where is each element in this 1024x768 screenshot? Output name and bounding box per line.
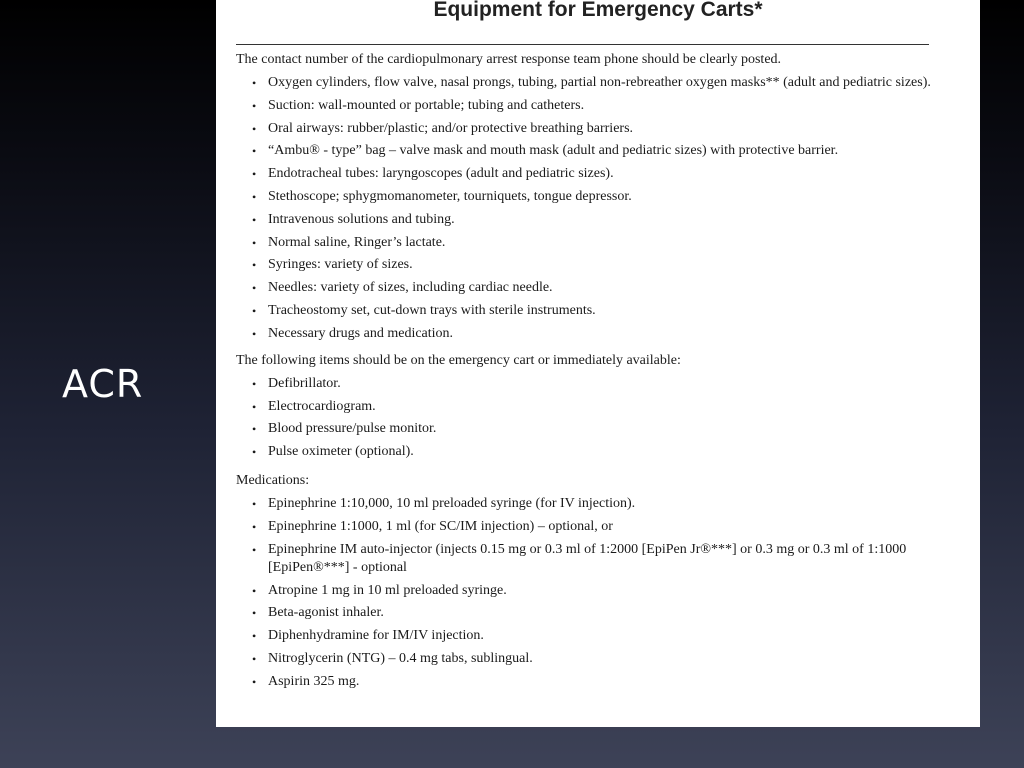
bullet-icon: • (252, 167, 257, 182)
list-item (236, 604, 936, 622)
list-item-text: Needles: variety of sizes, including cardiac needle. (268, 280, 553, 296)
bullet-icon: • (252, 422, 257, 437)
bullet-icon: • (252, 281, 257, 296)
list-item-text: Pulse oximeter (optional). (268, 444, 414, 460)
bullet-icon: • (252, 189, 257, 204)
intro-paragraph: The contact number of the cardiopulmonary arrest response team phone should be clearly posted. (236, 52, 782, 67)
bullet-icon: • (252, 629, 257, 644)
bullet-icon: • (252, 519, 257, 534)
list-item-text: Blood pressure/pulse monitor. (268, 421, 437, 437)
title-divider (236, 44, 929, 45)
bullet-icon: • (252, 121, 257, 136)
list-item (236, 165, 936, 183)
list-item (236, 398, 936, 416)
section-heading-cart-items: The following items should be on the emergency cart or immediately available: (236, 352, 681, 368)
bullet-icon: • (252, 326, 257, 341)
list-item-text: Necessary drugs and medication. (268, 325, 454, 341)
list-item (236, 518, 936, 536)
bullet-icon: • (252, 303, 257, 318)
list-item-text: Diphenhydramine for IM/IV injection. (268, 628, 484, 644)
list-item-text: Beta-agonist inhaler. (268, 605, 384, 621)
bullet-icon: • (252, 497, 257, 512)
list-item-text: Stethoscope; sphygmomanometer, tourniquets, tongue depressor. (268, 188, 632, 204)
medications-list (236, 495, 936, 691)
bullet-icon: • (252, 606, 257, 621)
list-item (236, 375, 936, 393)
bullet-icon: • (252, 542, 257, 557)
bullet-icon: • (252, 445, 257, 460)
bullet-icon: • (252, 258, 257, 273)
bullet-icon: • (252, 76, 257, 90)
bullet-icon: • (252, 583, 257, 598)
bullet-icon: • (252, 376, 257, 391)
bullet-icon: • (252, 674, 257, 689)
list-item-text: Normal saline, Ringer’s lactate. (268, 234, 446, 250)
list-item (236, 211, 936, 229)
list-item-text: “Ambu® - type” bag – valve mask and mouth mask (adult and pediatric sizes) with protective barrier. (268, 143, 839, 159)
document-title: Equipment for Emergency Carts* (433, 0, 763, 21)
list-item (236, 420, 936, 438)
list-item-text: Oral airways: rubber/plastic; and/or protective breathing barriers. (268, 120, 634, 136)
list-item (236, 188, 936, 206)
bullet-icon: • (252, 144, 257, 159)
list-item-text: Epinephrine 1:1000, 1 ml (for SC/IM injection) – optional, or (268, 518, 613, 534)
document-body (236, 51, 936, 691)
list-item-text: Endotracheal tubes: laryngoscopes (adult and pediatric sizes). (268, 166, 614, 182)
list-item-text: Suction: wall-mounted or portable; tubing and catheters. (268, 97, 585, 113)
list-item (236, 142, 936, 160)
list-item-text: Intravenous solutions and tubing. (268, 211, 455, 227)
list-item-text: Tracheostomy set, cut-down trays with sterile instruments. (268, 302, 596, 318)
list-item-text: Syringes: variety of sizes. (268, 257, 413, 273)
list-item (236, 234, 936, 252)
list-item-text: Oxygen cylinders, flow valve, nasal prongs, tubing, partial non-rebreather oxygen masks** (adult and pediatric sizes). (268, 75, 931, 90)
bullet-icon: • (252, 212, 257, 227)
section-heading-medications: Medications: (236, 473, 310, 489)
list-item (236, 325, 936, 343)
bullet-icon: • (252, 399, 257, 414)
list-item (236, 582, 936, 600)
list-item (236, 673, 936, 691)
list-item-text: Defibrillator. (268, 375, 341, 391)
list-item (236, 495, 936, 513)
list-item (236, 302, 936, 320)
bullet-icon: • (252, 98, 257, 113)
list-item (236, 120, 936, 138)
list-item-text: Epinephrine 1:10,000, 10 ml preloaded syringe (for IV injection). (268, 496, 636, 512)
list-item (236, 74, 936, 92)
cart-items-list (236, 375, 936, 461)
list-item-text: Epinephrine IM auto-injector (injects 0.15 mg or 0.3 ml of 1:2000 [EpiPen Jr®***] or 0.3 mg or 0.3 ml of 1:1000 [EpiPen®***] - optional (268, 541, 907, 575)
list-item-text: Electrocardiogram. (268, 398, 376, 414)
list-item-text: Nitroglycerin (NTG) – 0.4 mg tabs, sublingual. (268, 650, 533, 666)
list-item-text: Atropine 1 mg in 10 ml preloaded syringe. (268, 582, 507, 598)
bullet-icon: • (252, 235, 257, 250)
equipment-list (236, 74, 936, 343)
list-item (236, 627, 936, 645)
list-item-text: Aspirin 325 mg. (268, 673, 360, 689)
list-item (236, 541, 936, 577)
list-item (236, 279, 936, 297)
document-page (216, 0, 980, 727)
slide-side-label: ACR (62, 362, 144, 406)
list-item (236, 650, 936, 668)
list-item (236, 256, 936, 274)
list-item (236, 97, 936, 115)
bullet-icon: • (252, 651, 257, 666)
list-item (236, 443, 936, 461)
